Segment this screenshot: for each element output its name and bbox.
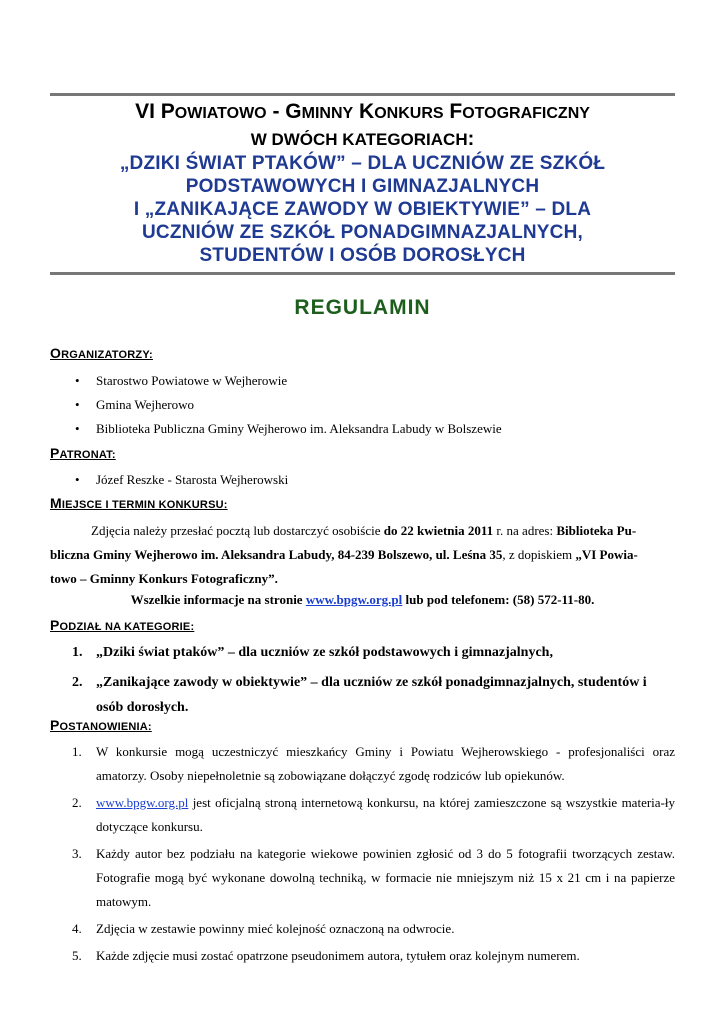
contest-title: VI POWIATOWO - GMINNY KONKURS FOTOGRAFICZNY <box>135 100 590 123</box>
list-item: 3. Każdy autor bez podziału na kategorie wiekowe powinien zgłosić od 3 do 5 fotografii tworzących zestaw. Fotografie mogą być wykonane dowolną techniką, w formacie nie mniejszym niż 15 x 21 cm i na papierze matowym. <box>72 846 675 909</box>
info-line: Wszelkie informacje na stronie www.bpgw.org.pl lub pod telefonem: (58) 572-11-80. <box>130 592 595 607</box>
category-line-5: STUDENTÓW I OSÓB DOROSŁYCH <box>199 245 526 266</box>
organizatorzy-heading: ORGANIZATORZY: <box>50 345 153 361</box>
rules-list <box>50 740 675 971</box>
website-link[interactable]: www.bpgw.org.pl <box>305 592 403 607</box>
regulamin-heading: REGULAMIN <box>294 296 431 319</box>
patronat-heading: PATRONAT: <box>50 445 116 461</box>
title-block <box>50 99 675 267</box>
top-rule <box>50 93 675 96</box>
list-item: 4. Zdjęcia w zestawie powinny mieć kolejność oznaczoną na odwrocie. <box>72 921 455 936</box>
podzial-heading: PODZIAŁ NA KATEGORIE: <box>50 617 195 633</box>
miejsce-paragraph: Zdjęcia należy przesłać pocztą lub dostarczyć osobiście do 22 kwietnia 2011 r. na adres: Biblioteka Pu- bliczna Gminy Wejherowo im. Aleksandra Labudy, 84-239 Bolszewo, ul. Leśna 35, z dopiskiem „VI Powia- towo – Gminny Konkurs Fotograficzny”. <box>50 523 638 586</box>
category-line-3: I „ZANIKAJĄCE ZAWODY W OBIEKTYWIE” – DLA <box>133 199 592 220</box>
categories-list <box>50 640 675 725</box>
list-item: 2. „Zanikające zawody w obiektywie” – dla uczniów ze szkół ponadgimnazjalnych, studentów i osób dorosłych. <box>72 675 647 715</box>
category-line-1: „DZIKI ŚWIAT PTAKÓW” – DLA UCZNIÓW ZE SZKÓŁ <box>119 153 606 174</box>
list-item: • Biblioteka Publiczna Gminy Wejherowo im. Aleksandra Labudy w Bolszewie <box>50 419 502 443</box>
list-item: • Józef Reszke - Starosta Wejherowski <box>50 470 288 494</box>
list-item: 5. Każde zdjęcie musi zostać opatrzone pseudonimem autora, tytułem oraz kolejnym numerem. <box>72 948 580 963</box>
contest-subtitle: W DWÓCH KATEGORIACH: <box>250 128 475 150</box>
bottom-rule <box>50 272 675 275</box>
category-line-2: PODSTAWOWYCH I GIMNAZJALNYCH <box>185 176 540 197</box>
patronat-list <box>50 470 288 494</box>
list-item: • Gmina Wejherowo <box>50 395 502 419</box>
category-line-4: UCZNIÓW ZE SZKÓŁ PONADGIMNAZJALNYCH, <box>141 222 584 243</box>
organizatorzy-list <box>50 371 502 443</box>
list-item: • Starostwo Powiatowe w Wejherowie <box>50 371 502 395</box>
list-item: 1. „Dziki świat ptaków” – dla uczniów ze szkół podstawowych i gimnazjalnych, <box>72 645 553 660</box>
list-item: 1. W konkursie mogą uczestniczyć mieszkańcy Gminy i Powiatu Wejherowskiego - profesjonaliści oraz amatorzy. Osoby niepełnoletnie są zobowiązane dołączyć zgodę rodziców lub opiekunów. <box>72 744 675 783</box>
miejsce-heading: MIEJSCE I TERMIN KONKURSU: <box>50 495 228 511</box>
postanowienia-heading: POSTANOWIENIA: <box>50 717 152 733</box>
website-link[interactable]: www.bpgw.org.pl <box>96 795 189 810</box>
list-item: 2. www.bpgw.org.pl jest oficjalną stroną internetową konkursu, na której zamieszczone są wszystkie materia-ły dotyczące konkursu. <box>72 795 675 834</box>
